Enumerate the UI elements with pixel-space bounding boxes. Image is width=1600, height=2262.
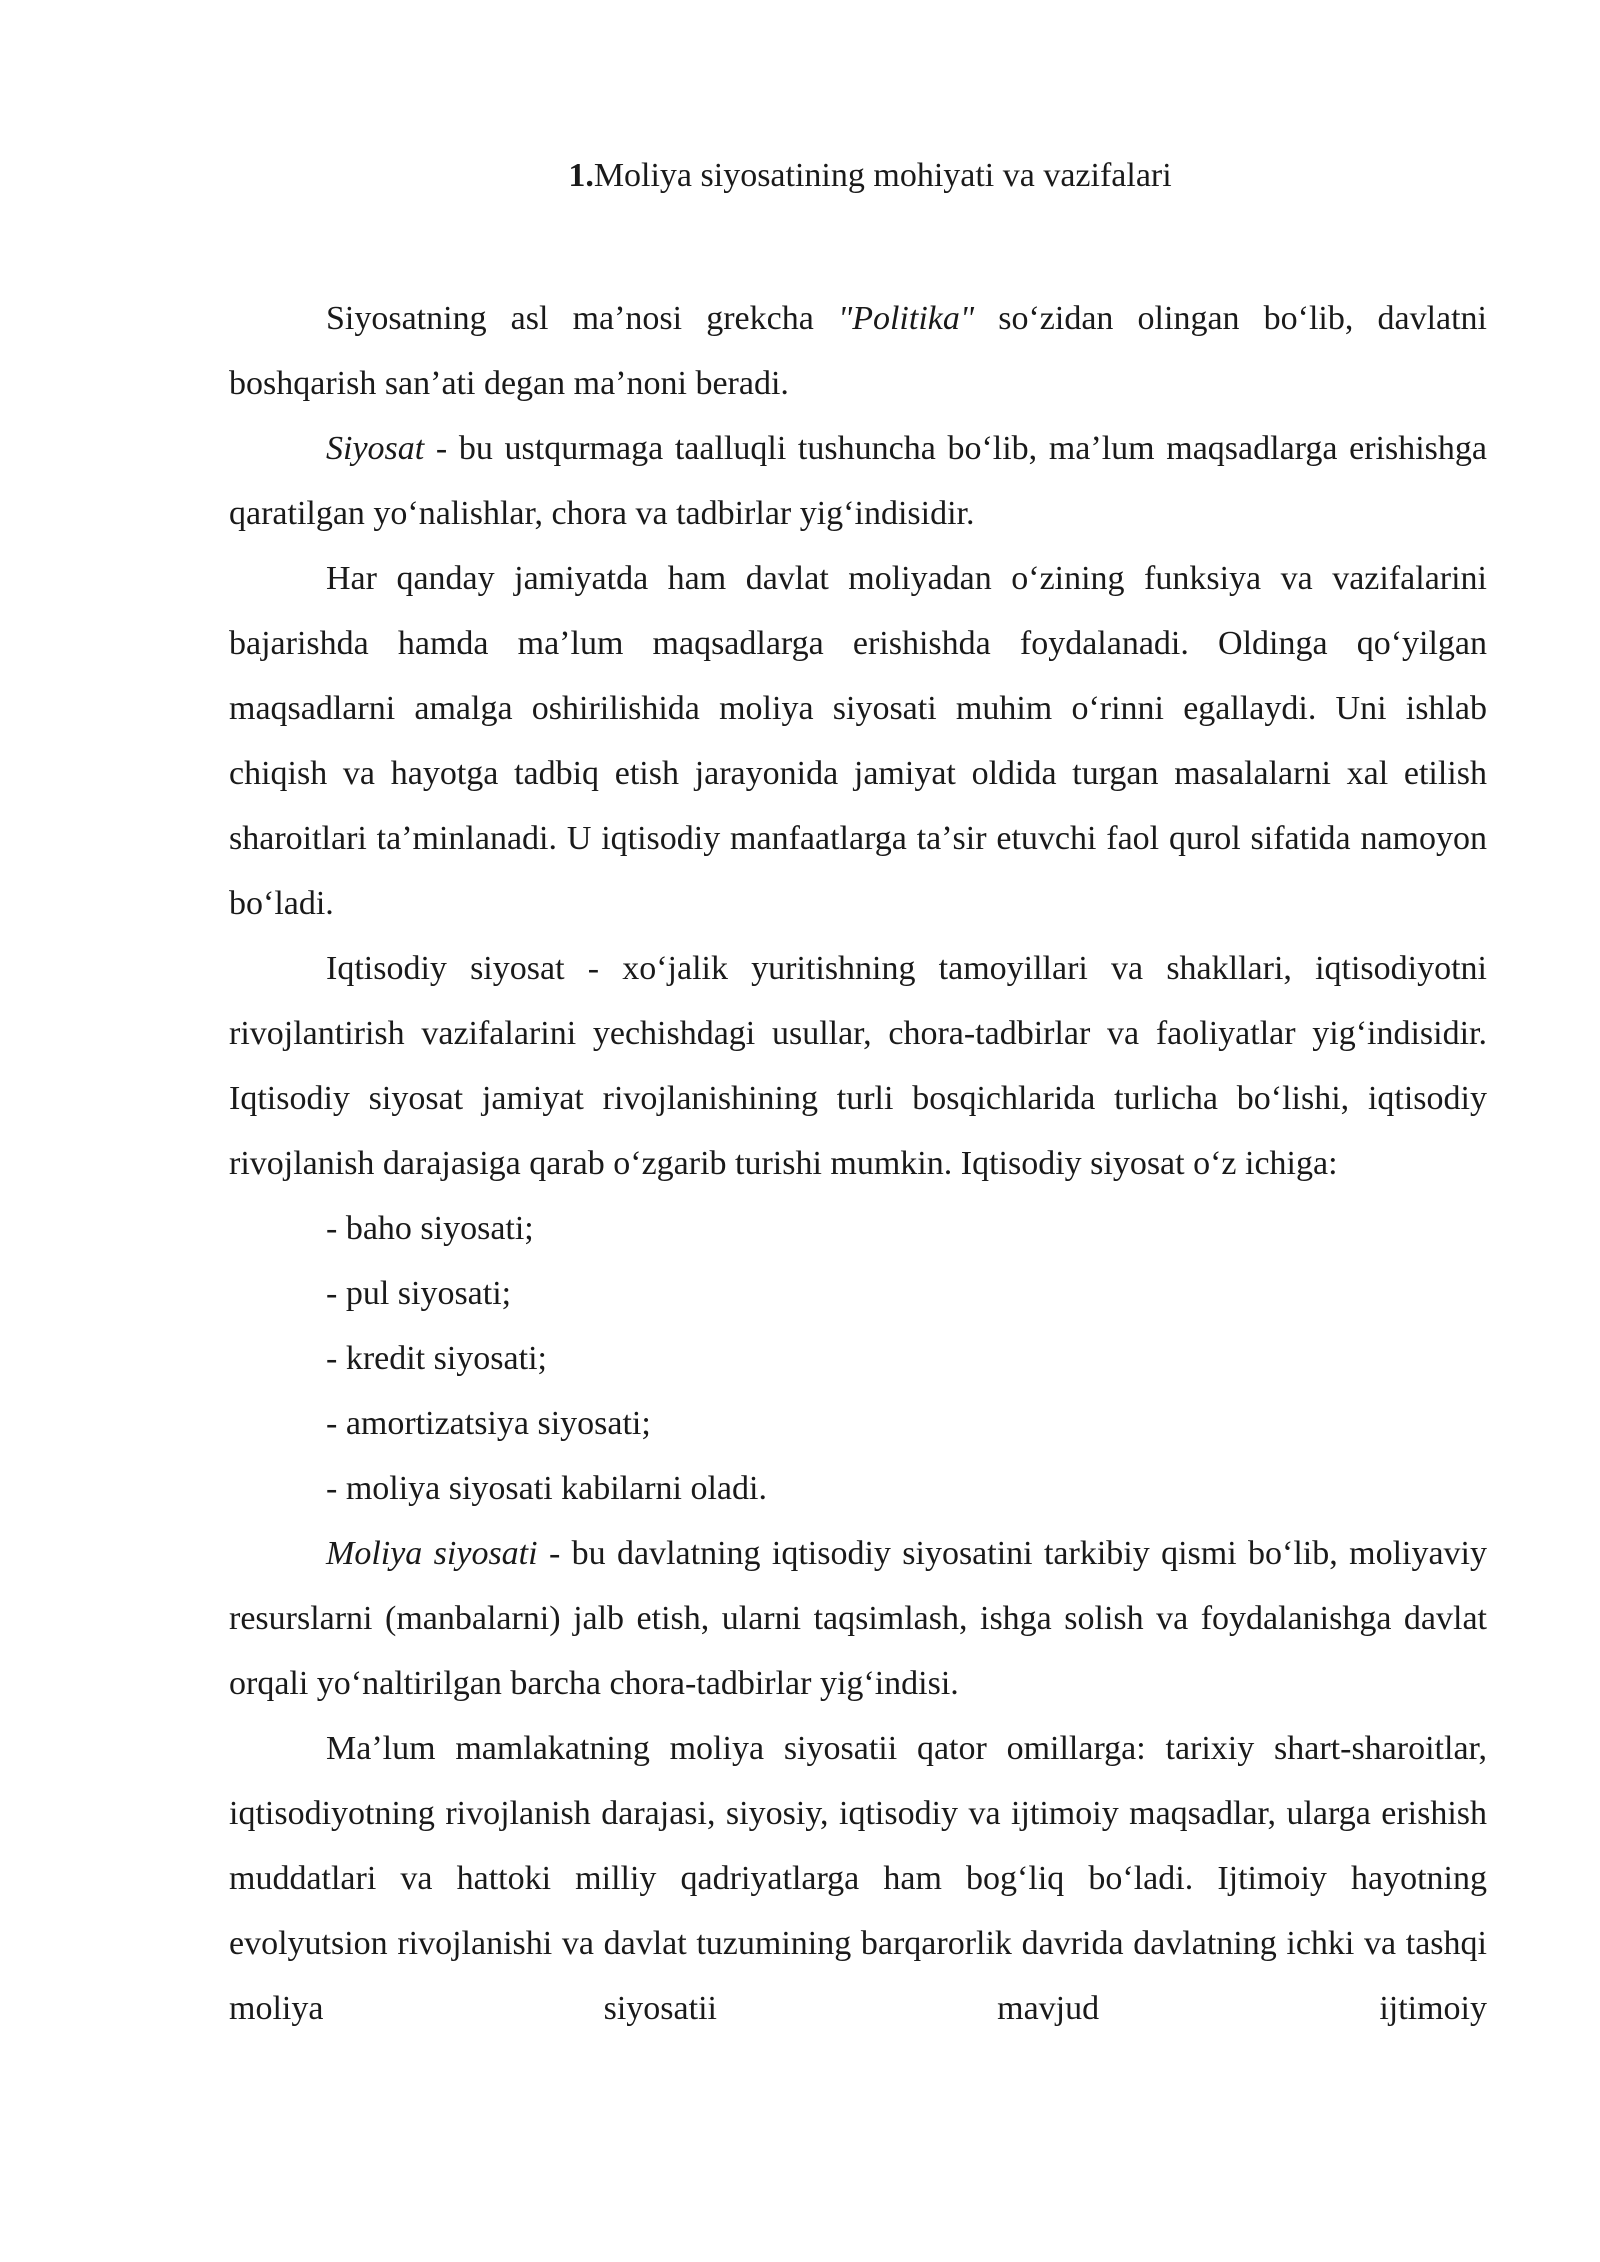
paragraph-siyosat-definition xyxy=(229,416,1487,546)
list-item: - kredit siyosati; xyxy=(326,1340,547,1377)
section-heading xyxy=(229,150,1487,202)
document-page xyxy=(229,150,1487,2041)
paragraph-moliya-siyosati-definition xyxy=(229,1521,1487,1716)
italic-term: Moliya siyosati xyxy=(326,1535,538,1572)
policy-list xyxy=(229,1196,1487,1521)
section-title: Moliya siyosatining mohiyati va vazifalari xyxy=(593,157,1172,194)
list-item: - moliya siyosati kabilarni oladi. xyxy=(326,1470,767,1507)
italic-term: "Politika" xyxy=(837,300,975,337)
paragraph-text: - bu davlatning iqtisodiy siyosatini tarkibiy qismi boʻlib, moliyaviy resurslarni (manbalarni) jalb etish, ularni taqsimlash, ishga solish va foydalanishga davlat orqali yoʻnaltirilgan barcha chora-tadbirlar yigʻindisi. xyxy=(229,1535,1487,1702)
paragraph-text: soʻzidan olingan boʻlib, davlatni boshqarish sanʼati degan maʼnoni beradi. xyxy=(229,300,1487,402)
paragraph-moliya-role: Har qanday jamiyatda ham davlat moliyadan oʻzining funksiya va vazifalarini bajarishda hamda maʼlum maqsadlarga erishishda foydalanadi. Oldinga qoʻyilgan maqsadlarni amalga oshirilishida moliya siyosati muhim oʻrinni egallaydi. Uni ishlab chiqish va hayotga tadbiq etish jarayonida jamiyat oldida turgan masalalarni xal etilish sharoitlari taʼminlanadi. U iqtisodiy manfaatlarga taʼsir etuvchi faol qurol sifatida namoyon boʻladi. xyxy=(229,560,1487,922)
list-item: - amortizatsiya siyosati; xyxy=(326,1405,651,1442)
paragraph-politika xyxy=(229,286,1487,416)
paragraph-text: Siyosatning asl maʼnosi grekcha xyxy=(326,300,838,337)
paragraph-text: - bu ustqurmaga taalluqli tushuncha boʻlib, maʼlum maqsadlarga erishishga qaratilgan yoʻnalishlar, chora va tadbirlar yigʻindisidir. xyxy=(229,430,1487,532)
italic-term: Siyosat xyxy=(326,430,425,467)
paragraph-iqtisodiy-siyosat: Iqtisodiy siyosat - xoʻjalik yuritishning tamoyillari va shakllari, iqtisodiyotni rivojlantirish vazifalarini yechishdagi usullar, chora-tadbirlar va faoliyatlar yigʻindisidir. Iqtisodiy siyosat jamiyat rivojlanishining turli bosqichlarida turlicha boʻlishi, iqtisodiy rivojlanish darajasiga qarab oʻzgarib turishi mumkin. Iqtisodiy siyosat oʻz ichiga: xyxy=(229,950,1487,1182)
paragraph-omillar: Maʼlum mamlakatning moliya siyosatii qator omillarga: tarixiy shart-sharoitlar, iqtisodiyotning rivojlanish darajasi, siyosiy, iqtisodiy va ijtimoiy maqsadlar, ularga erishish muddatlari va hattoki milliy qadriyatlarga ham bogʻliq boʻladi. Ijtimoiy hayotning evolyutsion rivojlanishi va davlat tuzumining barqarorlik davrida davlatning ichki va tashqi moliya siyosatii mavjud ijtimoiy xyxy=(229,1730,1487,2027)
list-item: - pul siyosati; xyxy=(326,1275,512,1312)
section-number: 1. xyxy=(568,157,594,194)
list-item: - baho siyosati; xyxy=(326,1210,534,1247)
